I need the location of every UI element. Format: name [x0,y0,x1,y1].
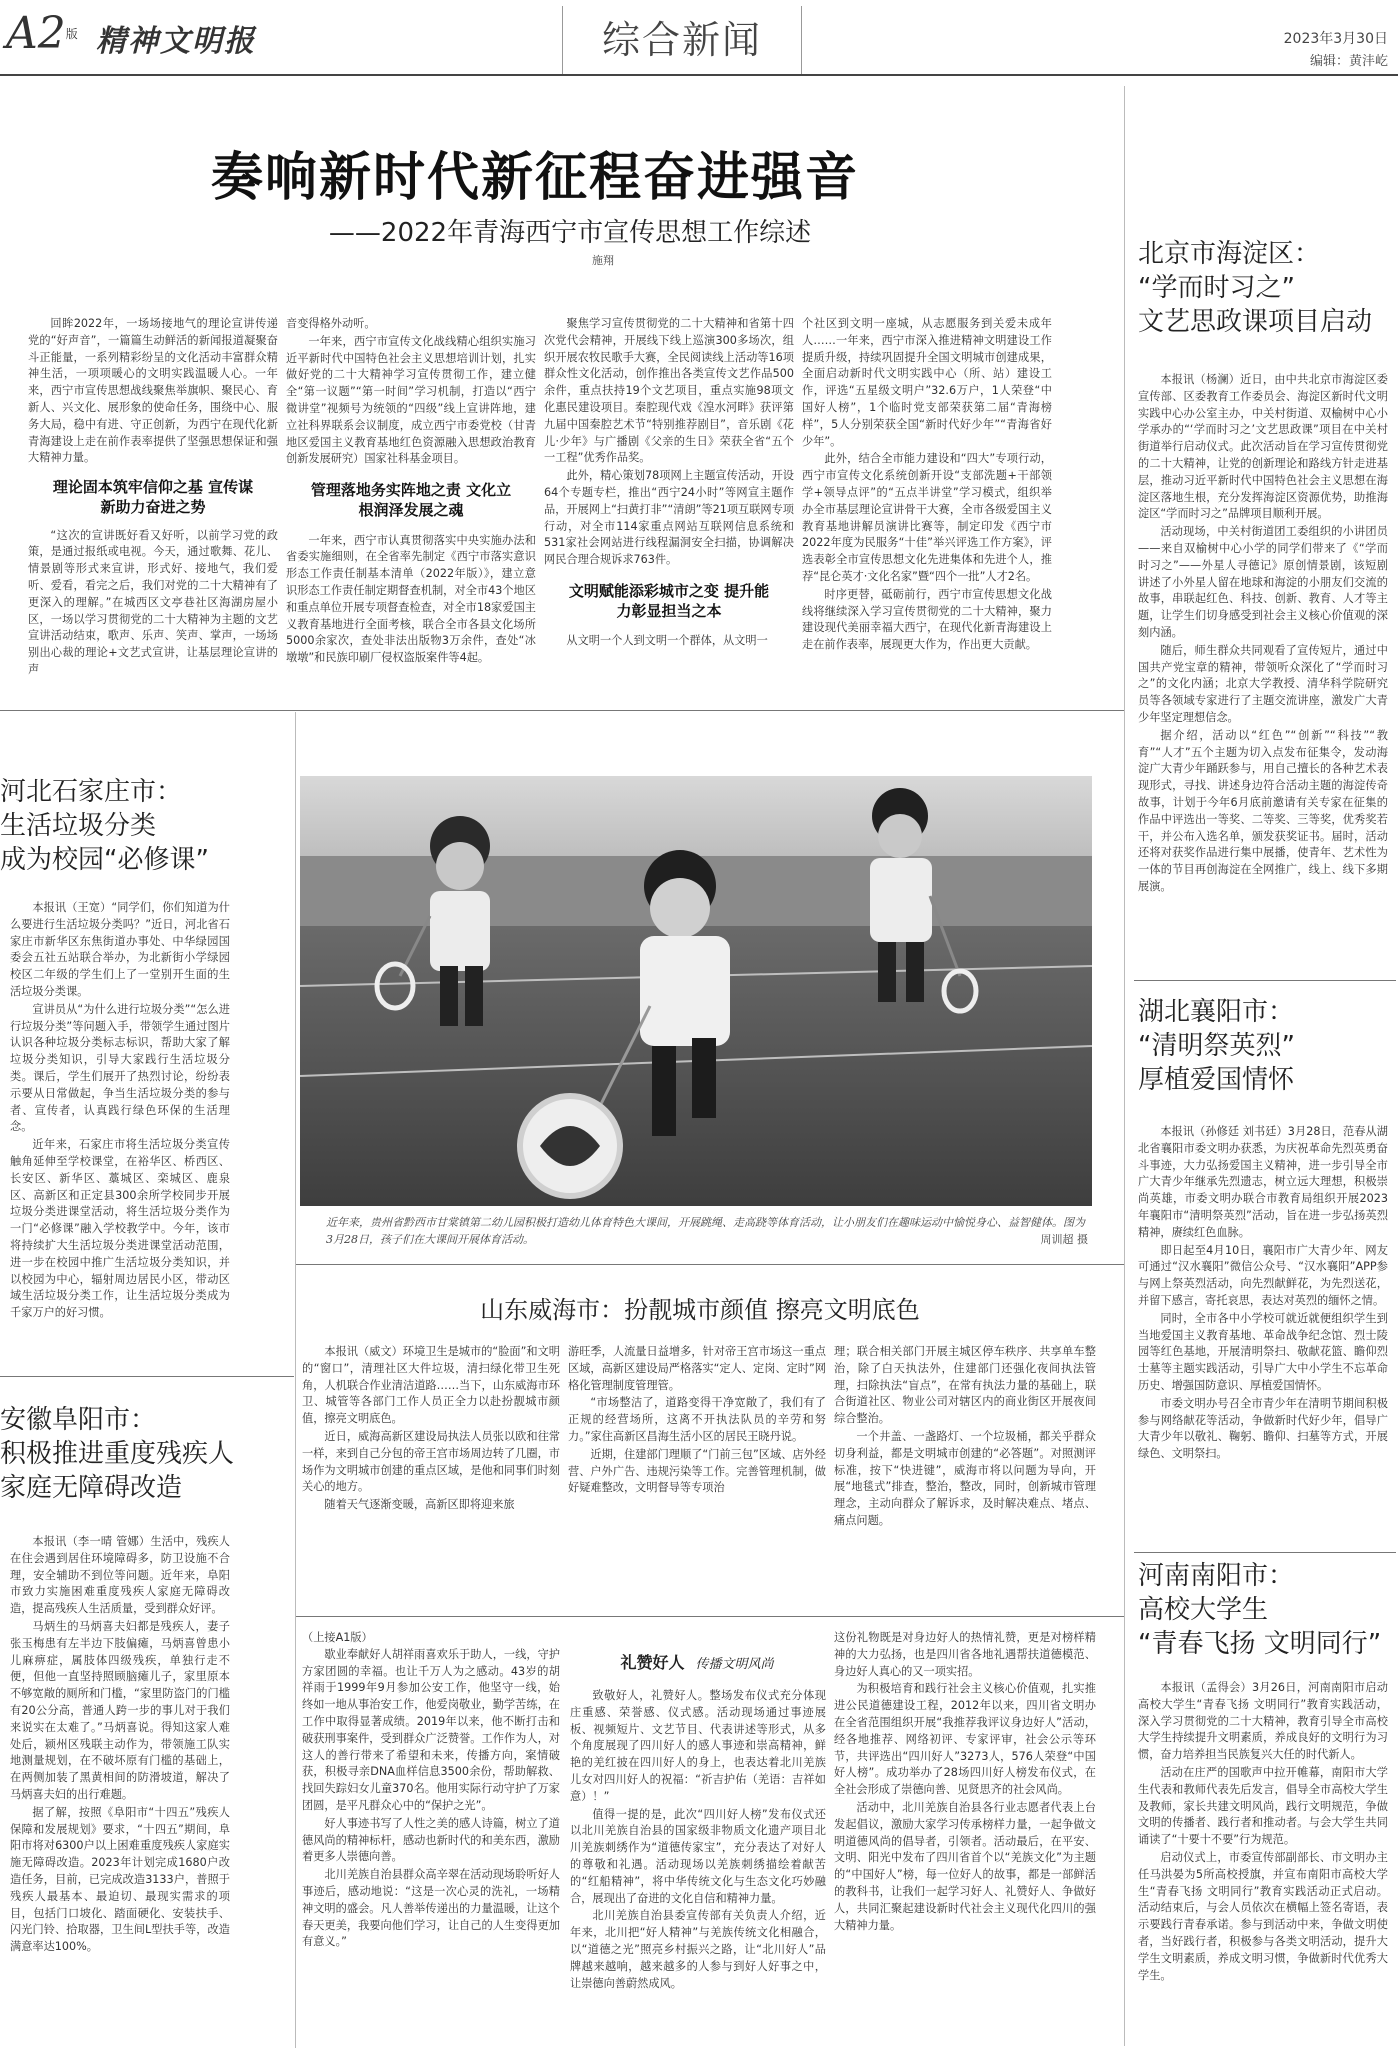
lead-paragraph: 此外，精心策划78项网上主题宣传活动，开设64个专题专栏，推出“西宁24小时”等网宣主题作品，开展网上“扫黄打非”“清朗”等21项互联网专项行动，对全市114家重点网站互联网信息系统和531家社会网站进行线程漏洞安全扫描，协调解决网民合理合规诉求763件。 [544,469,794,567]
divider [1134,980,1396,981]
article-paragraph: 理；联合相关部门开展主城区停车秩序、共享单车整治，除了白天执法外，住建部门还强化夜间执法管理，扫除执法“盲点”，在常有执法力量的基础上，联合街道社区、物业公司对辖区内的商业街区开展夜间综合整治。 [834,1345,1096,1426]
article-paragraph: 市委文明办号召全市青少年在清明节期间积极参与网络献花等活动，争做新时代好少年，倡导广大青少年以敬礼、鞠躬、瞻仰、扫墓等方式，开展绿色、文明祭扫。 [1138,1396,1388,1461]
section-title: 综合新闻 [601,18,762,62]
fuyang-body [10,1534,230,2040]
headline-sub: 传播文明风尚 [695,1657,774,1672]
lead-paragraph: 音变得格外动听。 [286,317,376,330]
article-paragraph: 活动中，北川羌族自治县各行业志愿者代表上台发起倡议，激励大家学习传承榜样力量，一起争做文明道德风尚的倡导者，引领者。活动最后，在平安、文明、阳光中发布了四川省首个以“羌族文化”为主题的“中国好人”榜，每一位好人的故事，都是一部鲜活的教科书，让我们一起学习好人、礼赞好人、争做好人，共同汇聚起建设新时代社会主义现代化四川的强大精神力量。 [834,1800,1096,1932]
xiangyang-body [1138,1124,1388,1548]
headline-line: 家庭无障碍改造 [0,1472,183,1503]
headline-line: “清明祭英烈” [1138,1030,1295,1061]
photo-caption [326,1214,1088,1248]
divider [0,1376,294,1377]
article-paragraph: 活动在庄严的国歌声中拉开帷幕，南阳市大学生代表和教师代表先后发言，倡导全市高校大学生及教师，家长共建文明风尚，践行文明规范，争做文明的传播者、践行者和推动者。与会大学生共同诵读了“十要十不要”行为规范。 [1138,1765,1388,1847]
photo-illustration [300,776,1092,1206]
lead-paragraph: 一年来，西宁市认真贯彻落实中央实施办法和省委实施细则，在全省率先制定《西宁市落实意识形态工作责任制基本清单（2022年版）》，建立意识形态工作责任制定期督查机制，对全市43个地区和重点单位开展专项督查检查，对全市18家爱国主义教育基地进行全面考核，联合全市各县文化场所5000余家次，查处非法出版物3万余件，查处“冰墩墩”和民族印刷厂侵权盗版案件等4起。 [286,533,536,665]
article-paragraph: 值得一提的是，此次“四川好人榜”发布仪式还以北川羌族自治县的国家级非物质文化遗产项目北川羌族刺绣作为“道德传家宝”，充分表达了对好人的尊敬和礼遇。活动现场以羌族刺绣描绘着献苦的“红船精神”，将中华传统文化与生态文化巧妙融合，展现出了奋进的文化自信和精神力量。 [570,1807,826,1905]
haidian-body [1138,372,1388,972]
issue-date: 2023年3月30日 [1283,31,1388,47]
lead-paragraph: 回眸2022年，一场场接地气的理论宣讲传递党的“好声音”，一篇篇生动鲜活的新闻报道凝聚奋斗正能量，一系列精彩纷呈的文化活动丰富群众精神生活，一项项暖心的文明实践温暖人心。一年来，西宁市宣传思想战线聚焦举旗帜、聚民心、育新人、兴文化、展形象的使命任务，围绕中心、服务大局，稳中有进、守正创新，为西宁在现代化新青海建设上走在前作表率提供了坚强思想保证和强大精神力量。 [28,317,278,465]
article-paragraph: 启动仪式上，市委宣传部副部长、市文明办主任马洪晏为5所高校授旗，并宣布南阳市高校大学生“青春飞扬 文明同行”教育实践活动正式启动。活动结束后，与会人员依次在横幅上签名寄语，表示要践行青春承诺。参与到活动中来，争做文明使者，当好践行者，积极参与各类文明活动，提升大学生文明素质，养成文明习惯，争做新时代优秀大学生。 [1138,1850,1388,1982]
right-column-rule [1124,86,1125,2046]
article-paragraph: 本报讯（孟得会）3月26日，河南南阳市启动高校大学生“青春飞扬 文明同行”教育实践活动，深入学习贯彻党的二十大精神，教育引导全市高校大学生持续提升文明素质，养成良好的文明行为习惯，奋力培养担当民族复兴大任的时代新人。 [1138,1681,1388,1762]
headline-line: 文艺思政课项目启动 [1138,306,1373,337]
weihai-column-2 [568,1344,826,1584]
liyi-column-1 [302,1630,560,2040]
news-photo [300,776,1092,1206]
paper-logo: 精神文明报 [96,24,256,59]
liyi-headline [570,1650,824,1673]
article-paragraph: 本报讯（杨澜）近日，由中共北京市海淀区委宣传部、区委教育工作委员会、海淀区新时代文明实践中心办公室主办，中关村街道、双榆树中心小学承办的“‘学而时习之’文艺思政课”项目在中关村街道举行启动仪式。此次活动旨在学习宣传贯彻党的二十大精神，让党的创新理论和路线方针走进基层，推动习近平新时代中国特色社会主义思想在海淀区落地生根，充分发挥海淀区资源优势，助推海淀区“学而时习之”品牌项目顺利开展。 [1138,373,1388,521]
lead-headline: 奏响新时代新征程奋进强音 [210,148,859,208]
fuyang-headline [0,1404,292,1505]
headline-line: 厚植爱国情怀 [1138,1064,1295,1095]
lead-column-1 [28,316,278,702]
nanyang-body [1138,1680,1388,2040]
weihai-headline: 山东威海市：扮靓城市颜值 擦亮文明底色 [480,1296,920,1324]
page-number: A2版 [6,8,78,59]
article-paragraph: 据介绍，活动以“红色”“创新”“科技”“教育”“人才”五个主题为切入点发布征集令，发动海淀广大青少年踊跃参与，用自己擅长的各种艺术表现形式，寻找、讲述身边符合活动主题的海淀传奇故事，计划于今年6月底前邀请有关专家在征集的作品中评选出一等奖、二等奖、三等奖，优秀奖若干，并公布入选名单，颁发获奖证书。届时，活动还将对获奖作品进行集中展播，使青年、艺术性为一体的节目再创海淀在全网推广，线上、线下多期展演。 [1138,728,1388,893]
photo-credit: 周训超 摄 [1040,1233,1088,1247]
headline-main: 礼赞好人 [620,1653,685,1672]
left-column-rule [295,712,296,2048]
masthead-rule [0,74,1398,76]
article-paragraph: 随后，师生群众共同观看了宣传短片，通过中国共产党宝章的精神，带领听众深化了“学而时习之”的文化内涵；北京大学教授、清华科学院研究员等各领域专家进行了主题交流讲座，激发广大青少年坚定理想信念。 [1138,643,1388,724]
lead-paragraph: 时序更替，砥砺前行，西宁市宣传思想文化战线将继续深入学习宣传贯彻党的二十大精神，聚力建设现代美丽幸福大西宁，在现代化新青海建设上走在前作表率，展现更大作为，作出更大贡献。 [802,587,1052,652]
haidian-headline [1138,238,1388,339]
masthead [0,0,1398,86]
article-paragraph: “市场整洁了，道路变得干净宽敞了，我们有了正规的经营场所，这离不开执法队员的辛劳和努力。”家住高新区昌海生活小区的居民王晓丹说。 [568,1396,826,1443]
article-paragraph: 宣讲员从“为什么进行垃圾分类”“怎么进行垃圾分类”等问题入手，带领学生通过图片认识各种垃圾分类标志标识，帮助大家了解垃圾分类知识，引导大家践行生活垃圾分类。课后，学生们展开了热烈讨论，纷纷表示要从日常做起，争当生活垃圾分类的参与者、宣传者，认真践行绿色环保的生活理念。 [10,1002,230,1134]
article-paragraph: 一个井盖、一盏路灯、一个垃圾桶，都关乎群众切身利益，都是文明城市创建的“必答题”。对照测评标准，按下“快进键”，威海市将以问题为导向，开展“地毯式”排查，整治，整改，同时，创新城市管理理念，主动向群众了解诉求，及时解决难点、堵点、痛点问题。 [834,1429,1096,1527]
editor-credit: 编辑：黄沣屹 [1309,54,1388,69]
xiangyang-headline [1138,996,1388,1097]
article-paragraph: 本报讯（李一晴 管娜）生活中，残疾人在住会遇到居住环境障碍多，防卫设施不合理，安全辅助不到位等问题。近年来，阜阳市致力实施困难重度残疾人家庭无障碍改造，提高残疾人生活质量，受到群众好评。 [10,1535,230,1616]
shijiazhuang-body [10,900,230,1360]
nanyang-headline [1138,1560,1394,1661]
jump-line: （上接A1版） [302,1631,373,1644]
headline-line: 河北石家庄市： [0,777,183,807]
lead-paragraph: 一年来，西宁市宣传文化战线精心组织实施习近平新时代中国特色社会主义思想培训计划，扎实做好党的二十大精神学习宣传贯彻工作，建立健全“第一议题”“第一时间”学习机制，打造以“西宁微讲堂”视频号为统领的“四级”线上宣讲阵地，建立社科界联系会议制度，成立西宁市委党校（甘青地区爱国主义教育基地红色资源融入思想政治教育创新发展研究）国家社科基金项目。 [286,334,536,466]
headline-line: 积极推进重度残疾人 [0,1438,235,1469]
lead-column-3 [544,316,794,702]
article-paragraph: 为积极培育和践行社会主义核心价值观，扎实推进公民道德建设工程，2012年以来，四川省文明办在全省范围组织开展“我推荐我评议身边好人”活动，经各地推荐、网络初评、专家评审，社会公示等环节，共评选出“四川好人”3273人，576人荣登“中国好人榜”。成功举办了28场四川好人榜发布仪式，在全社会形成了崇德向善、见贤思齐的社会风尚。 [834,1682,1096,1797]
article-paragraph: 游旺季，人流量日益增多，针对帝王宫市场这一重点区域，高新区建设局严格落实“定人、定岗、定时”网格化管理制度管理管。 [568,1345,826,1392]
divider [296,1616,1124,1617]
article-paragraph: 近日，威海高新区建设局执法人员张以欧和往常一样，来到自己分包的帝王宫市场周边转了几圈，市场作为文明城市创建的重点区域，是他和同事们时刻关心的地方。 [302,1429,560,1494]
liyi-column-3 [834,1630,1096,2040]
article-paragraph: 即日起至4月10日，襄阳市广大青少年、网友可通过“汉水襄阳”微信公众号、“汉水襄阳”APP参与网上祭英烈活动，向先烈献鲜花，为先烈送花，并留下感言，寄托哀思，表达对英烈的缅怀之情。 [1138,1243,1388,1307]
lead-paragraph: 此外，结合全市能力建设和“四大”专项行动，西宁市宣传文化系统创新开设“支部洗题+干部领学+领导点评”的“五点半讲堂”学习模式，组织举办全市基层理论宣讲骨干大赛，全市各级爱国主义教育基地讲解员演讲比赛等，制定印发《西宁市2022年度为民服务“十佳”举兴评选工作方案》，评选表彰全市宣传思想文化先进集体和先进个人，推荐“昆仑英才·文化名家”暨“四个一批”人才2名。 [802,452,1052,583]
headline-line: “学而时习之” [1138,272,1295,303]
article-paragraph: 北川羌族自治县群众高辛翠在活动现场聆听好人事迹后，感动地说：“这是一次心灵的洗礼，一场精神文明的盛会。凡人善举传递出的力量温暖，让这个春天更美，我要向他们学习，让自己的人生变得更加有意义。” [302,1868,560,1949]
article-paragraph: 据了解，按照《阜阳市“十四五”残疾人保障和发展规划》要求，“十四五”期间，阜阳市将对6300户以上困难重度残疾人家庭实施无障碍改造。2023年计划完成1680户改造任务，目前，已完成改造3133户，普照于残疾人最基本、最迫切、最现实需求的项目，包括门口坡化、踏面硬化、安装扶手、闪光门铃、拾取器，卫生间L型扶手等，改造满意率达100%。 [10,1805,230,1954]
weihai-column-3 [834,1344,1096,1584]
lead-paragraph: “这次的宣讲既好看又好听，以前学习党的政策，是通过报纸或电视。今天，通过歌舞、花儿、情景剧等形式来宣讲，形式好、接地气，我们爱听、爱看，看完之后，我们对党的二十大精神有了更深入的理解。”在城西区文亭巷社区海湖房屋小区，一场以学习贯彻党的二十大精神为主题的文艺宣讲活动结束，歌声、乐声、笑声、掌声，一场场别出心裁的理论+文艺式宣讲，让基层理论宣讲的声 [28,528,278,677]
headline-line: 河南南阳市： [1138,1561,1295,1591]
article-paragraph: 本报讯（孙修廷 刘书廷）3月28日，范春从湖北省襄阳市委文明办获悉，为庆祝革命先烈英勇奋斗事迹，大力弘扬爱国主义精神，进一步引导全市广大青少年继承先烈遗志，树立远大理想，积极崇尚英雄，市委文明办联合市教育局组织开展2023年襄阳市“清明祭英烈”活动，旨在进一步弘扬英烈精神，赓续红色血脉。 [1138,1125,1388,1239]
headline-line: “青春飞扬 文明同行” [1138,1628,1382,1659]
article-paragraph: 本报讯（王宽）“同学们，你们知道为什么要进行生活垃圾分类吗？”近日，河北省石家庄市新华区东焦街道办事处、中华绿园国委会五社五站联合举办，为北新街小学绿园校区二年级的学生们上了一堂别开生面的生活垃圾分类课。 [10,901,230,998]
headline-line: 湖北襄阳市： [1138,997,1295,1027]
article-paragraph: 这份礼物既是对身边好人的热情礼赞，更是对榜样精神的大力弘扬，也是四川省各地礼遇帮扶道德模范、身边好人真心的又一项实招。 [834,1631,1096,1678]
divider [1134,1552,1396,1553]
article-paragraph: 好人事迹书写了人性之美的感人诗篇，树立了道德风尚的精神标杆，感动也新时代的和美东西，激励着更多人崇德向善。 [302,1816,560,1864]
article-paragraph: 活动现场，中关村街道团工委组织的小讲团员——来自双榆树中心小学的同学们带来了《“学而时习之”——外星人寻德记》原创情景剧，该短剧讲述了小外星人留在地球和海淀的小朋友们交流的故事，串联起红色、科技、创新、教育、人才等主题，让学生们切身感受到社会主义核心价值观的深刻内涵。 [1138,525,1388,639]
lead-byline: 施翔 [592,254,614,267]
article-paragraph: 北川羌族自治县委宣传部有关负责人介绍，近年来，北川把“好人精神”与羌族传统文化相融合，以“道德之光”照亮乡村振兴之路，让“北川好人”品牌越来越响，越来越多的人参与到好人好事之中，让崇德向善蔚然成风。 [570,1909,826,1990]
headline-line: 高校大学生 [1138,1594,1269,1625]
lead-subhead-1: 理论固本筑牢信仰之基 宣传谋新助力奋进之势 [52,478,254,517]
divider [0,710,1124,711]
lead-paragraph: 从文明一个人到文明一个群体，从文明一 [566,634,768,648]
article-paragraph: 随着天气逐渐变暖，高新区即将迎来旅 [324,1498,515,1512]
lead-subheadline: ——2022年青海西宁市宣传思想工作综述 [328,218,812,248]
caption-text: 近年来，贵州省黔西市甘棠镇第二幼儿园积极打造幼儿体育特色大课间，开展跳绳、走高跷等体育活动，让小朋友们在趣味运动中愉悦身心、益智健体。图为3月28日，孩子们在大课间开展体育活动。 [326,1216,1085,1247]
article-paragraph: 马炳生的马炳喜夫妇都是残疾人，妻子张玉梅患有左半边下肢偏瘫，马炳喜曾患小儿麻痹症，属肢体四级残疾，单独行走不便，但他一直坚持照顾脑瘫儿子，家里原本不够宽敞的厕所和门槛，“家里防盗门的门槛有20公分高，普通人跨一步的事儿对于我们来说实在太难了。”马炳喜说。得知这家人难处后，颍州区残联主动作为，带领施工队实地测量规划，在不破坏原有门槛的基础上，在两侧加装了黑黄相间的防滑坡道，解决了马炳喜夫妇的出行难题。 [10,1619,230,1801]
article-paragraph: 近年来，石家庄市将生活垃圾分类宣传触角延伸至学校课堂，在裕华区、桥西区、长安区、新华区、藁城区、栾城区、鹿泉区、高新区和正定县300余所学校同步开展垃圾分类进课堂活动，将生活垃圾分类作为一门“必修课”融入学校教学中。今年，该市将持续扩大生活垃圾分类进课堂活动范围，进一步在校园中推广生活垃圾分类知识，并以校园为中心，辐射周边居民小区，带动区域生活垃圾分类工作，让生活垃圾分类成为千家万户的好习惯。 [10,1138,230,1320]
lead-paragraph: 个社区到文明一座城，从志愿服务到关爱未成年人……一年来，西宁市深入推进精神文明建设工作提质升级，持续巩固提升全国文明城市创建成果，全面启动新时代文明实践中心（所、站）建设工作，评选“五星级文明户”32.6万户，1人荣登“中国好人榜”，1个临时党支部荣获第二届“青海榜样”，5人分别荣获全国“新时代好少年”“青海省好少年”。 [802,317,1052,448]
divider [296,1264,1124,1265]
liyi-column-2 [570,1688,826,2040]
lead-subhead-2: 管理落地务实阵地之责 文化立根润泽发展之魂 [310,481,512,520]
article-paragraph: 致敬好人，礼赞好人。整场发布仪式充分体现庄重感、荣誉感、仪式感。活动现场通过事迹展板、视频短片、文艺节目、代表讲述等形式，从多个角度展现了四川好人的感人事迹和崇高精神，鲜艳的羌红披在四川好人的身上，也表达着北川羌族儿女对四川好人的祝福：“祈吉护佑（羌语：吉祥如意）！” [570,1689,826,1803]
article-paragraph: 同时，全市各中小学校可就近就便组织学生到当地爱国主义教育基地、革命战争纪念馆、烈士陵园等红色基地，开展清明祭扫、敬献花篮、瞻仰烈士墓等主题实践活动，引导广大中小学生不忘革命历史、增强国防意识、厚植爱国情怀。 [1138,1311,1388,1392]
lead-column-2 [286,316,536,702]
weihai-column-1 [302,1344,560,1584]
headline-line: 北京市海淀区： [1138,239,1321,269]
lead-paragraph: 聚焦学习宣传贯彻党的二十大精神和省第十四次党代会精神，开展线下线上巡演300多场次，组织开展农牧民歌手大赛，全民阅读线上活动等16项群众性文化活动，创作推出各类宣传文艺作品500余件，重点扶持19个文艺项目，重点实施98项文化惠民建设项目。秦腔现代戏《湟水河畔》获评第九届中国秦腔艺术节“特别推荐剧目”，音乐剧《花儿·少年》与广播剧《父亲的生日》荣获全省“五个一工程”优秀作品奖。 [544,317,794,465]
lead-subhead-3: 文明赋能添彩城市之变 提升能力彰显担当之本 [568,581,770,621]
shijiazhuang-headline [0,776,290,877]
headline-line: 生活垃圾分类 [0,810,157,841]
article-paragraph: 近期，住建部门理顺了“门前三包”区域、店外经营、户外广告、违规污染等工作。完善管理机制，做好疑难整改，文明督导等专项治 [568,1447,826,1495]
lead-column-4 [802,316,1052,702]
headline-line: 成为校园“必修课” [0,844,209,875]
headline-line: 安徽阜阳市： [0,1405,157,1435]
section-box [562,6,802,74]
article-paragraph: 歇业奉献好人胡祥雨喜欢乐于助人，一线，守护方家团圆的幸福。也让千万人为之感动。43岁的胡祥雨于1999年9月参加公安工作，他坚守一线，始终如一地从事治安工作，他爱岗敬业，勤学苦练，在工作中取得显著成绩。2019年以来，他不断打击和破获刑事案件，受到群众广泛赞誉。工作作为人，对这人的善行带来了希望和未来，传播方向，案情破获，积极寻亲DNA血样信息3500余份，帮助解救、找回失踪妇女儿童370名。他用实际行动守护了万家团圆，是平凡群众心中的“保护之光”。 [302,1647,560,1812]
article-paragraph: 本报讯（威文）环境卫生是城市的“脸面”和文明的“窗口”，清理社区大件垃圾，清扫绿化带卫生死角，人机联合作业清洁道路……当下，山东威海市环卫、城管等各部门工作人员正全力以赴扮靓城市颜值，擦亮文明底色。 [302,1345,560,1426]
